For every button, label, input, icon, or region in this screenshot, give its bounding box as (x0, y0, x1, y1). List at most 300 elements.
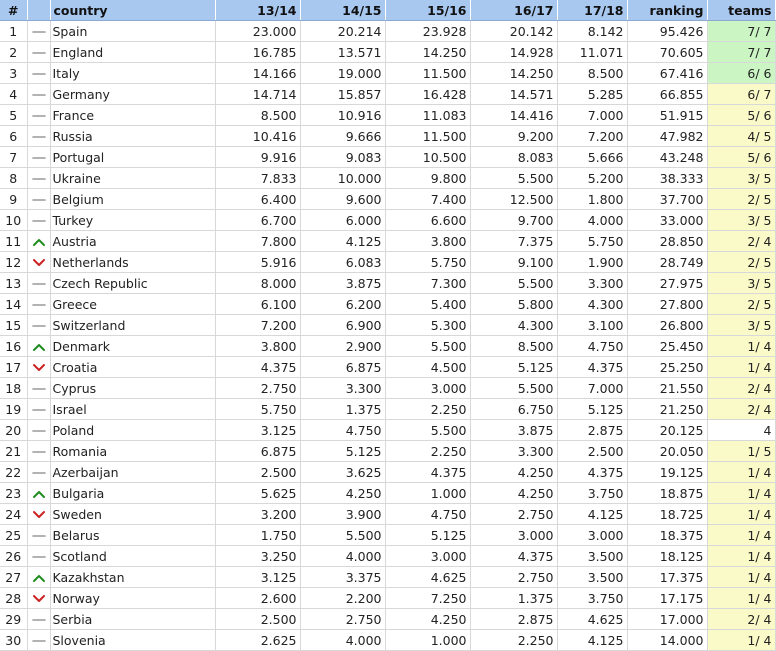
season-14-15-cell: 1.375 (300, 399, 385, 420)
rank-number-cell: 18 (0, 378, 27, 399)
header-country[interactable]: country (50, 0, 215, 21)
header-rank-number[interactable]: # (0, 0, 27, 21)
season-16-17-cell: 3.300 (470, 441, 557, 462)
arrow-down-icon (32, 510, 46, 520)
rank-number-cell: 14 (0, 294, 27, 315)
dash-icon (32, 552, 46, 562)
dash-icon (32, 195, 46, 205)
season-14-15-cell: 3.875 (300, 273, 385, 294)
season-16-17-cell: 14.416 (470, 105, 557, 126)
season-14-15-cell: 20.214 (300, 21, 385, 42)
table-row[interactable] (0, 84, 775, 105)
season-14-15-cell: 4.750 (300, 420, 385, 441)
season-14-15-cell: 9.083 (300, 147, 385, 168)
trend-cell (27, 63, 50, 84)
country-cell: Serbia (50, 609, 215, 630)
trend-cell (27, 273, 50, 294)
season-14-15-cell: 5.500 (300, 525, 385, 546)
season-16-17-cell: 5.500 (470, 168, 557, 189)
trend-cell (27, 210, 50, 231)
table-row[interactable] (0, 378, 775, 399)
season-17-18-cell: 11.071 (557, 42, 627, 63)
country-cell: Germany (50, 84, 215, 105)
season-15-16-cell: 7.250 (385, 588, 470, 609)
season-17-18-cell: 8.142 (557, 21, 627, 42)
teams-cell: 3/ 5 (707, 168, 775, 189)
table-row[interactable] (0, 168, 775, 189)
arrow-up-icon (32, 237, 46, 247)
teams-cell: 2/ 5 (707, 252, 775, 273)
season-15-16-cell: 5.750 (385, 252, 470, 273)
season-14-15-cell: 9.666 (300, 126, 385, 147)
ranking-cell: 14.000 (627, 630, 707, 651)
rank-number-cell: 20 (0, 420, 27, 441)
season-13-14-cell: 3.125 (215, 420, 300, 441)
table-row[interactable] (0, 63, 775, 84)
season-16-17-cell: 4.250 (470, 462, 557, 483)
season-15-16-cell: 5.400 (385, 294, 470, 315)
dash-icon (32, 447, 46, 457)
rank-number-cell: 5 (0, 105, 27, 126)
season-13-14-cell: 6.400 (215, 189, 300, 210)
season-17-18-cell: 3.750 (557, 588, 627, 609)
rank-number-cell: 12 (0, 252, 27, 273)
season-16-17-cell: 7.375 (470, 231, 557, 252)
teams-cell: 2/ 4 (707, 609, 775, 630)
trend-cell (27, 126, 50, 147)
ranking-cell: 95.426 (627, 21, 707, 42)
teams-cell: 6/ 7 (707, 84, 775, 105)
season-14-15-cell: 4.000 (300, 546, 385, 567)
trend-cell (27, 483, 50, 504)
trend-cell (27, 630, 50, 651)
season-17-18-cell: 4.125 (557, 504, 627, 525)
trend-cell (27, 567, 50, 588)
season-14-15-cell: 3.625 (300, 462, 385, 483)
header-teams[interactable]: teams (707, 0, 775, 21)
ranking-cell: 25.450 (627, 336, 707, 357)
table-body (0, 21, 775, 651)
trend-cell (27, 441, 50, 462)
table-row[interactable] (0, 357, 775, 378)
teams-cell: 1/ 5 (707, 441, 775, 462)
season-15-16-cell: 11.500 (385, 63, 470, 84)
season-14-15-cell: 4.000 (300, 630, 385, 651)
season-14-15-cell: 10.916 (300, 105, 385, 126)
trend-cell (27, 462, 50, 483)
teams-cell: 5/ 6 (707, 147, 775, 168)
season-17-18-cell: 4.300 (557, 294, 627, 315)
season-17-18-cell: 3.300 (557, 273, 627, 294)
ranking-cell: 18.375 (627, 525, 707, 546)
table-row[interactable] (0, 609, 775, 630)
country-cell: Romania (50, 441, 215, 462)
table-row[interactable] (0, 42, 775, 63)
season-17-18-cell: 3.100 (557, 315, 627, 336)
rank-number-cell: 7 (0, 147, 27, 168)
teams-cell: 7/ 7 (707, 42, 775, 63)
trend-cell (27, 609, 50, 630)
season-16-17-cell: 2.875 (470, 609, 557, 630)
season-16-17-cell: 20.142 (470, 21, 557, 42)
table-row[interactable] (0, 504, 775, 525)
season-17-18-cell: 1.800 (557, 189, 627, 210)
season-13-14-cell: 9.916 (215, 147, 300, 168)
table-row[interactable] (0, 294, 775, 315)
table-row[interactable] (0, 567, 775, 588)
trend-cell (27, 357, 50, 378)
arrow-up-icon (32, 342, 46, 352)
dash-icon (32, 468, 46, 478)
season-16-17-cell: 14.250 (470, 63, 557, 84)
season-13-14-cell: 5.625 (215, 483, 300, 504)
dash-icon (32, 174, 46, 184)
rank-number-cell: 24 (0, 504, 27, 525)
table-row[interactable] (0, 105, 775, 126)
season-17-18-cell: 2.875 (557, 420, 627, 441)
season-15-16-cell: 10.500 (385, 147, 470, 168)
table-row[interactable] (0, 231, 775, 252)
season-16-17-cell: 9.100 (470, 252, 557, 273)
season-15-16-cell: 16.428 (385, 84, 470, 105)
season-13-14-cell: 7.833 (215, 168, 300, 189)
ranking-cell: 20.125 (627, 420, 707, 441)
country-cell: Norway (50, 588, 215, 609)
season-15-16-cell: 5.300 (385, 315, 470, 336)
arrow-down-icon (32, 594, 46, 604)
table-row[interactable] (0, 315, 775, 336)
season-17-18-cell: 7.200 (557, 126, 627, 147)
rank-number-cell: 23 (0, 483, 27, 504)
header-ranking[interactable]: ranking (627, 0, 707, 21)
rank-number-cell: 15 (0, 315, 27, 336)
season-14-15-cell: 5.125 (300, 441, 385, 462)
country-cell: Switzerland (50, 315, 215, 336)
country-cell: Portugal (50, 147, 215, 168)
rank-number-cell: 4 (0, 84, 27, 105)
season-16-17-cell: 8.083 (470, 147, 557, 168)
arrow-down-icon (32, 363, 46, 373)
teams-cell: 2/ 4 (707, 231, 775, 252)
season-14-15-cell: 9.600 (300, 189, 385, 210)
season-17-18-cell: 4.375 (557, 462, 627, 483)
country-cell: Slovenia (50, 630, 215, 651)
season-16-17-cell: 8.500 (470, 336, 557, 357)
season-14-15-cell: 6.200 (300, 294, 385, 315)
season-15-16-cell: 14.250 (385, 42, 470, 63)
season-15-16-cell: 11.083 (385, 105, 470, 126)
country-cell: England (50, 42, 215, 63)
ranking-cell: 18.125 (627, 546, 707, 567)
country-cell: Poland (50, 420, 215, 441)
season-15-16-cell: 23.928 (385, 21, 470, 42)
dash-icon (32, 132, 46, 142)
season-16-17-cell: 5.800 (470, 294, 557, 315)
table-row[interactable] (0, 441, 775, 462)
country-cell: France (50, 105, 215, 126)
season-15-16-cell: 1.000 (385, 630, 470, 651)
season-13-14-cell: 14.714 (215, 84, 300, 105)
header-season-17-18[interactable]: 17/18 (557, 0, 627, 21)
teams-cell: 3/ 5 (707, 315, 775, 336)
season-15-16-cell: 4.750 (385, 504, 470, 525)
trend-cell (27, 84, 50, 105)
ranking-cell: 20.050 (627, 441, 707, 462)
trend-cell (27, 42, 50, 63)
ranking-cell: 21.250 (627, 399, 707, 420)
trend-cell (27, 21, 50, 42)
table-row[interactable] (0, 147, 775, 168)
season-17-18-cell: 1.900 (557, 252, 627, 273)
teams-cell: 2/ 5 (707, 294, 775, 315)
season-16-17-cell: 2.750 (470, 504, 557, 525)
trend-cell (27, 399, 50, 420)
table-row[interactable] (0, 189, 775, 210)
teams-cell: 2/ 4 (707, 378, 775, 399)
header-season-16-17[interactable]: 16/17 (470, 0, 557, 21)
season-13-14-cell: 14.166 (215, 63, 300, 84)
season-16-17-cell: 4.375 (470, 546, 557, 567)
trend-cell (27, 315, 50, 336)
header-season-14-15[interactable]: 14/15 (300, 0, 385, 21)
country-cell: Ukraine (50, 168, 215, 189)
table-row[interactable] (0, 483, 775, 504)
season-16-17-cell: 1.375 (470, 588, 557, 609)
teams-cell: 1/ 4 (707, 504, 775, 525)
season-15-16-cell: 3.000 (385, 546, 470, 567)
country-cell: Israel (50, 399, 215, 420)
country-cell: Bulgaria (50, 483, 215, 504)
rank-number-cell: 16 (0, 336, 27, 357)
table-row[interactable] (0, 630, 775, 651)
arrow-down-icon (32, 258, 46, 268)
teams-cell: 5/ 6 (707, 105, 775, 126)
season-16-17-cell: 9.200 (470, 126, 557, 147)
dash-icon (32, 615, 46, 625)
season-14-15-cell: 2.200 (300, 588, 385, 609)
country-cell: Greece (50, 294, 215, 315)
season-13-14-cell: 6.875 (215, 441, 300, 462)
season-13-14-cell: 7.800 (215, 231, 300, 252)
trend-cell (27, 546, 50, 567)
season-15-16-cell: 7.300 (385, 273, 470, 294)
season-16-17-cell: 5.125 (470, 357, 557, 378)
ranking-cell: 38.333 (627, 168, 707, 189)
season-14-15-cell: 4.125 (300, 231, 385, 252)
season-16-17-cell: 5.500 (470, 273, 557, 294)
country-cell: Azerbaijan (50, 462, 215, 483)
teams-cell: 1/ 4 (707, 357, 775, 378)
header-season-13-14[interactable]: 13/14 (215, 0, 300, 21)
dash-icon (32, 69, 46, 79)
rank-number-cell: 28 (0, 588, 27, 609)
ranking-cell: 43.248 (627, 147, 707, 168)
trend-cell (27, 504, 50, 525)
dash-icon (32, 279, 46, 289)
season-15-16-cell: 4.625 (385, 567, 470, 588)
season-16-17-cell: 3.875 (470, 420, 557, 441)
teams-cell: 1/ 4 (707, 546, 775, 567)
country-cell: Scotland (50, 546, 215, 567)
season-13-14-cell: 3.125 (215, 567, 300, 588)
dash-icon (32, 111, 46, 121)
country-cell: Italy (50, 63, 215, 84)
table-row[interactable] (0, 525, 775, 546)
teams-cell: 6/ 6 (707, 63, 775, 84)
table-row[interactable] (0, 399, 775, 420)
season-13-14-cell: 7.200 (215, 315, 300, 336)
season-17-18-cell: 4.625 (557, 609, 627, 630)
season-14-15-cell: 13.571 (300, 42, 385, 63)
season-13-14-cell: 2.625 (215, 630, 300, 651)
country-cell: Turkey (50, 210, 215, 231)
table-row[interactable] (0, 462, 775, 483)
teams-cell: 2/ 4 (707, 399, 775, 420)
trend-cell (27, 420, 50, 441)
arrow-up-icon (32, 573, 46, 583)
table-row[interactable] (0, 252, 775, 273)
season-13-14-cell: 23.000 (215, 21, 300, 42)
table-row[interactable] (0, 273, 775, 294)
trend-cell (27, 336, 50, 357)
table-row[interactable] (0, 126, 775, 147)
country-cell: Croatia (50, 357, 215, 378)
rank-number-cell: 25 (0, 525, 27, 546)
season-17-18-cell: 4.375 (557, 357, 627, 378)
ranking-cell: 21.550 (627, 378, 707, 399)
season-17-18-cell: 5.285 (557, 84, 627, 105)
rank-number-cell: 22 (0, 462, 27, 483)
dash-icon (32, 405, 46, 415)
country-cell: Kazakhstan (50, 567, 215, 588)
country-cell: Denmark (50, 336, 215, 357)
teams-cell: 1/ 4 (707, 567, 775, 588)
rank-number-cell: 27 (0, 567, 27, 588)
season-16-17-cell: 14.571 (470, 84, 557, 105)
trend-cell (27, 378, 50, 399)
ranking-cell: 17.375 (627, 567, 707, 588)
dash-icon (32, 90, 46, 100)
table-header-row (0, 0, 775, 21)
trend-cell (27, 294, 50, 315)
table-row[interactable] (0, 546, 775, 567)
rank-number-cell: 19 (0, 399, 27, 420)
teams-cell: 1/ 4 (707, 336, 775, 357)
table-row[interactable] (0, 210, 775, 231)
season-13-14-cell: 1.750 (215, 525, 300, 546)
season-17-18-cell: 3.750 (557, 483, 627, 504)
season-17-18-cell: 2.500 (557, 441, 627, 462)
header-season-15-16[interactable]: 15/16 (385, 0, 470, 21)
country-cell: Belgium (50, 189, 215, 210)
rank-number-cell: 29 (0, 609, 27, 630)
rank-number-cell: 26 (0, 546, 27, 567)
season-17-18-cell: 8.500 (557, 63, 627, 84)
season-16-17-cell: 5.500 (470, 378, 557, 399)
dash-icon (32, 321, 46, 331)
season-15-16-cell: 4.250 (385, 609, 470, 630)
rank-number-cell: 21 (0, 441, 27, 462)
season-14-15-cell: 3.300 (300, 378, 385, 399)
country-cell: Czech Republic (50, 273, 215, 294)
season-16-17-cell: 9.700 (470, 210, 557, 231)
ranking-cell: 28.850 (627, 231, 707, 252)
season-15-16-cell: 3.000 (385, 378, 470, 399)
season-14-15-cell: 6.000 (300, 210, 385, 231)
ranking-cell: 33.000 (627, 210, 707, 231)
season-15-16-cell: 3.800 (385, 231, 470, 252)
rank-number-cell: 3 (0, 63, 27, 84)
season-13-14-cell: 10.416 (215, 126, 300, 147)
teams-cell: 1/ 4 (707, 525, 775, 546)
season-14-15-cell: 15.857 (300, 84, 385, 105)
teams-cell: 1/ 4 (707, 462, 775, 483)
ranking-cell: 66.855 (627, 84, 707, 105)
ranking-cell: 18.875 (627, 483, 707, 504)
season-13-14-cell: 6.100 (215, 294, 300, 315)
season-15-16-cell: 7.400 (385, 189, 470, 210)
season-13-14-cell: 2.500 (215, 609, 300, 630)
ranking-cell: 28.749 (627, 252, 707, 273)
season-17-18-cell: 5.200 (557, 168, 627, 189)
season-17-18-cell: 3.500 (557, 546, 627, 567)
table-row[interactable] (0, 21, 775, 42)
season-14-15-cell: 4.250 (300, 483, 385, 504)
season-17-18-cell: 5.666 (557, 147, 627, 168)
table-row[interactable] (0, 588, 775, 609)
dash-icon (32, 531, 46, 541)
trend-cell (27, 252, 50, 273)
season-15-16-cell: 4.500 (385, 357, 470, 378)
table-row[interactable] (0, 420, 775, 441)
teams-cell: 1/ 4 (707, 630, 775, 651)
trend-cell (27, 147, 50, 168)
season-13-14-cell: 16.785 (215, 42, 300, 63)
teams-cell: 2/ 5 (707, 189, 775, 210)
ranking-cell: 37.700 (627, 189, 707, 210)
teams-cell: 1/ 4 (707, 483, 775, 504)
season-15-16-cell: 5.500 (385, 420, 470, 441)
season-16-17-cell: 6.750 (470, 399, 557, 420)
ranking-cell: 27.975 (627, 273, 707, 294)
ranking-cell: 17.175 (627, 588, 707, 609)
season-17-18-cell: 3.000 (557, 525, 627, 546)
teams-cell: 3/ 5 (707, 273, 775, 294)
header-trend (27, 0, 50, 21)
season-15-16-cell: 2.250 (385, 441, 470, 462)
season-13-14-cell: 5.750 (215, 399, 300, 420)
season-13-14-cell: 2.750 (215, 378, 300, 399)
season-13-14-cell: 8.000 (215, 273, 300, 294)
arrow-up-icon (32, 489, 46, 499)
ranking-cell: 17.000 (627, 609, 707, 630)
trend-cell (27, 231, 50, 252)
ranking-cell: 18.725 (627, 504, 707, 525)
season-13-14-cell: 2.600 (215, 588, 300, 609)
season-17-18-cell: 5.125 (557, 399, 627, 420)
season-14-15-cell: 19.000 (300, 63, 385, 84)
ranking-cell: 19.125 (627, 462, 707, 483)
dash-icon (32, 27, 46, 37)
country-cell: Spain (50, 21, 215, 42)
season-16-17-cell: 2.250 (470, 630, 557, 651)
season-15-16-cell: 1.000 (385, 483, 470, 504)
rank-number-cell: 13 (0, 273, 27, 294)
season-16-17-cell: 4.300 (470, 315, 557, 336)
dash-icon (32, 636, 46, 646)
table-row[interactable] (0, 336, 775, 357)
season-15-16-cell: 5.500 (385, 336, 470, 357)
